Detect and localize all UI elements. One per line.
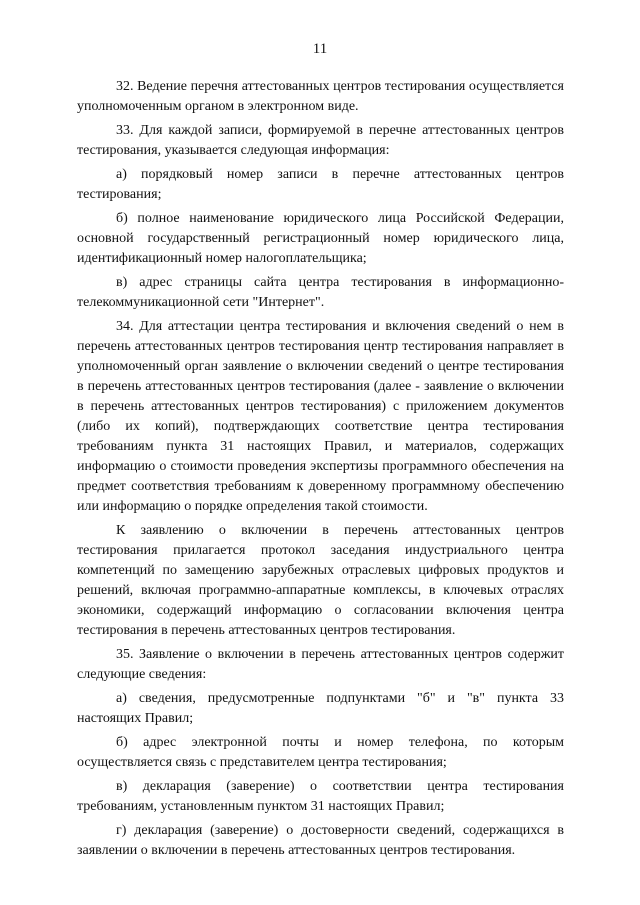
paragraph-33-item-b: б) полное наименование юридического лица Российской Федерации, основной государственный регистрационный номер юридического лица, идентификационный номер налогоплательщика; [77, 211, 564, 266]
paragraph-33-item-a: а) порядковый номер записи в перечне аттестованных центров тестирования; [77, 167, 564, 202]
document-body [77, 77, 564, 865]
paragraph-35-item-g: г) декларация (заверение) о достоверности сведений, содержащихся в заявлении о включении в перечень аттестованных центров тестирования. [77, 823, 564, 858]
paragraph-32: 32. Ведение перечня аттестованных центров тестирования осуществляется уполномоченным органом в электронном виде. [77, 79, 564, 114]
paragraph-35-item-b: б) адрес электронной почты и номер телефона, по которым осуществляется связь с представителем центра тестирования; [77, 735, 564, 770]
paragraph-33: 33. Для каждой записи, формируемой в перечне аттестованных центров тестирования, указывается следующая информация: [77, 123, 564, 158]
paragraph-35: 35. Заявление о включении в перечень аттестованных центров содержит следующие сведения: [77, 647, 564, 682]
page-number: 11 [312, 41, 328, 57]
paragraph-33-item-v: в) адрес страницы сайта центра тестирования в информационно-телекоммуникационной сети "Интернет". [77, 275, 564, 310]
paragraph-34-attachment: К заявлению о включении в перечень аттестованных центров тестирования прилагается протокол заседания индустриального центра компетенций по замещению зарубежных отраслевых цифровых продуктов и решений, включая программно-аппаратные комплексы, в ключевых отраслях экономики, содержащий информацию о согласовании включения центра тестирования в перечень аттестованных центров тестирования. [77, 523, 564, 638]
paragraph-35-item-v: в) декларация (заверение) о соответствии центра тестирования требованиям, установленным пунктом 31 настоящих Правил; [77, 779, 564, 814]
paragraph-34: 34. Для аттестации центра тестирования и включения сведений о нем в перечень аттестованных центров тестирования центр тестирования направляет в уполномоченный орган заявление о включении сведений о центре тестирования в перечень аттестованных центров тестирования (далее - заявление о включении в перечень аттестованных центров тестирования) с приложением документов (либо их копий), подтверждающих соответствие центра тестирования требованиям пункта 31 настоящих Правил, и материалов, содержащих информацию о стоимости проведения экспертизы программного обеспечения на предмет соответствия требованиям к доверенному программному обеспечению или информацию о порядке определения такой стоимости. [77, 319, 564, 514]
paragraph-35-item-a: а) сведения, предусмотренные подпунктами "б" и "в" пункта 33 настоящих Правил; [77, 691, 564, 726]
